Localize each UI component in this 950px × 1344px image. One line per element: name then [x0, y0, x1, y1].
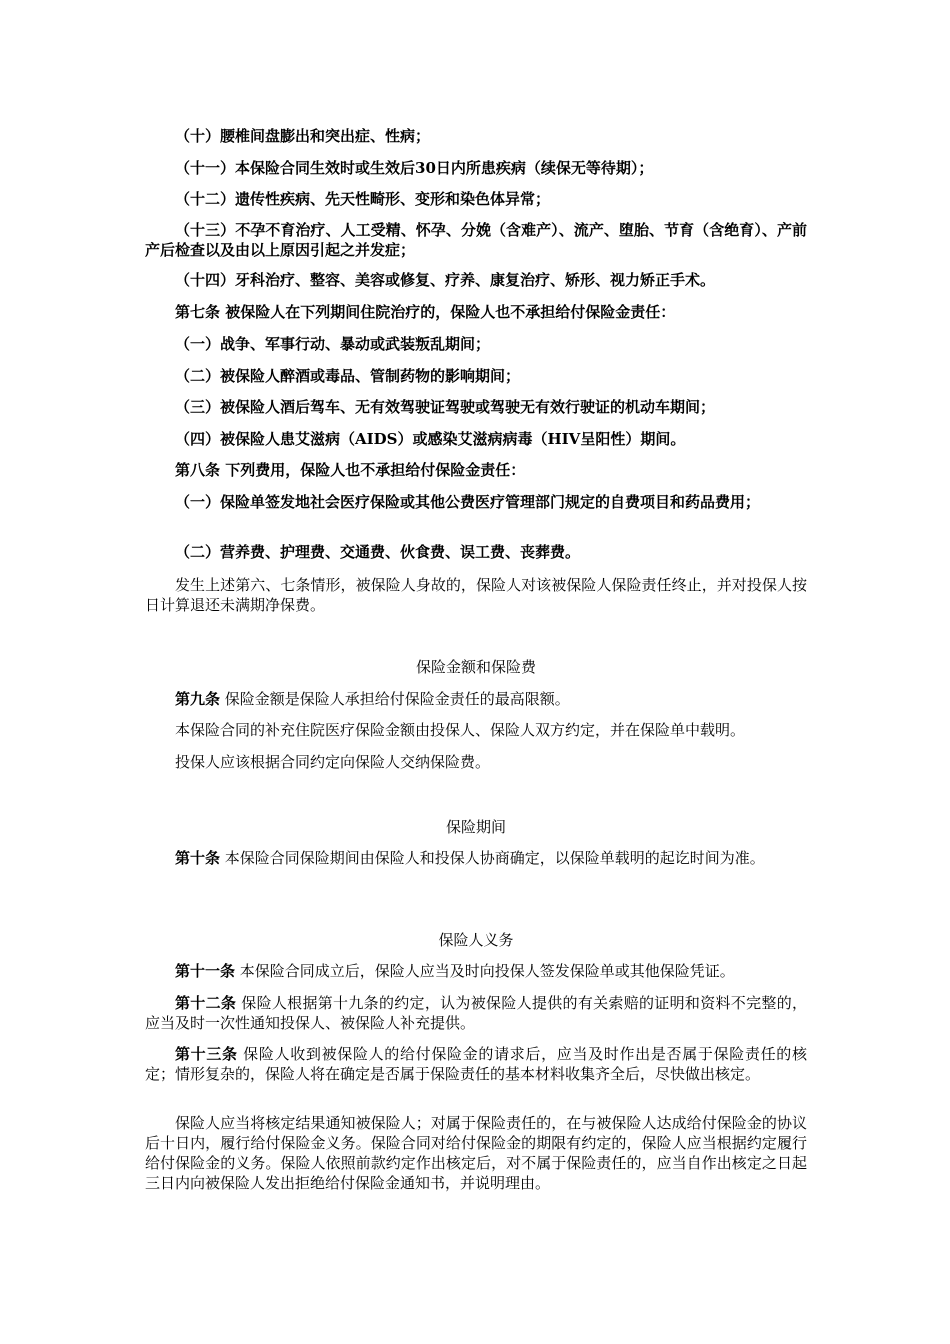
article-7-item-4: （四）被保险人患艾滋病（AIDS）或感染艾滋病病毒（HIV呈阳性）期间。 — [175, 430, 686, 448]
article-10 — [145, 848, 807, 868]
article-7-item-1: （一）战争、军事行动、暴动或武装叛乱期间； — [175, 335, 491, 353]
article-9 — [145, 689, 807, 709]
article-9-text: 保险金额是保险人承担给付保险金责任的最高限额。 — [220, 690, 570, 708]
section-heading-period: 保险期间 — [445, 818, 506, 836]
article-11 — [145, 961, 807, 981]
article-7-item-2: （二）被保险人醉酒或毒品、管制药物的影响期间； — [175, 367, 521, 385]
article-12-label: 第十二条 — [175, 994, 237, 1012]
article-8-item-2: （二）营养费、护理费、交通费、伙食费、误工费、丧葬费。 — [175, 543, 581, 561]
article-10-label: 第十条 — [175, 849, 221, 867]
article-11-label: 第十一条 — [175, 962, 236, 980]
section-heading-amount: 保险金额和保险费 — [415, 658, 536, 676]
article-12 — [145, 993, 807, 1033]
article-10-text: 本保险合同保险期间由保险人和投保人协商确定，以保险单载明的起讫时间为准。 — [220, 849, 765, 867]
article-9-label: 第九条 — [175, 690, 221, 708]
article-13-text: 保险人收到被保险人的给付保险金的请求后，应当及时作出是否属于保险责任的核定；情形复杂的，保险人将在确定是否属于保险责任的基本材料收集齐全后，尽快做出核定。 — [145, 1045, 807, 1083]
amount-paragraph-2: 本保险合同的补充住院医疗保险金额由投保人、保险人双方约定，并在保险单中载明。 — [175, 721, 746, 739]
article-12-text: 保险人根据第十九条的约定，认为被保险人提供的有关索赔的证明和资料不完整的，应当及时一次性通知投保人、被保险人补充提供。 — [145, 994, 807, 1032]
article-13-label: 第十三条 — [175, 1045, 238, 1063]
amount-paragraph-3: 投保人应该根据合同约定向保险人交纳保险费。 — [175, 753, 491, 771]
article-8-title: 第八条 下列费用，保险人也不承担给付保险金责任： — [175, 461, 526, 479]
exclusion-item-12: （十二）遗传性疾病、先天性畸形、变形和染色体异常； — [175, 190, 551, 208]
article-13 — [145, 1044, 807, 1084]
exclusion-item-13: （十三）不孕不育治疗、人工受精、怀孕、分娩（含难产）、流产、堕胎、节育（含绝育）、产前产后检查以及由以上原因引起之并发症； — [145, 221, 807, 259]
section-heading-duties: 保险人义务 — [438, 931, 514, 949]
article-8-item-1: （一）保险单签发地社会医疗保险或其他公费医疗管理部门规定的自费项目和药品费用； — [175, 493, 761, 511]
article-7-item-3: （三）被保险人酒后驾车、无有效驾驶证驾驶或驾驶无有效行驶证的机动车期间； — [175, 398, 716, 416]
termination-note: 发生上述第六、七条情形，被保险人身故的，保险人对该被保险人保险责任终止，并对投保人按日计算退还未满期净保费。 — [145, 576, 807, 614]
exclusion-item-10: （十）腰椎间盘膨出和突出症、性病； — [175, 127, 431, 145]
exclusion-item-11: （十一）本保险合同生效时或生效后30日内所患疾病（续保无等待期）； — [175, 159, 654, 177]
article-7-title: 第七条 被保险人在下列期间住院治疗的，保险人也不承担给付保险金责任： — [175, 303, 676, 321]
article-11-text: 本保险合同成立后，保险人应当及时向投保人签发保险单或其他保险凭证。 — [235, 962, 735, 980]
exclusion-item-14: （十四）牙科治疗、整容、美容或修复、疗养、康复治疗、矫形、视力矫正手术。 — [175, 271, 716, 289]
duties-final-paragraph: 保险人应当将核定结果通知被保险人；对属于保险责任的，在与被保险人达成给付保险金的协议后十日内，履行给付保险金义务。保险合同对给付保险金的期限有约定的，保险人应当根据约定履行给付保险金的义务。保险人依照前款约定作出核定后，对不属于保险责任的，应当自作出核定之日起三日内向被保险人发出拒绝给付保险金通知书，并说明理由。 — [145, 1114, 807, 1192]
